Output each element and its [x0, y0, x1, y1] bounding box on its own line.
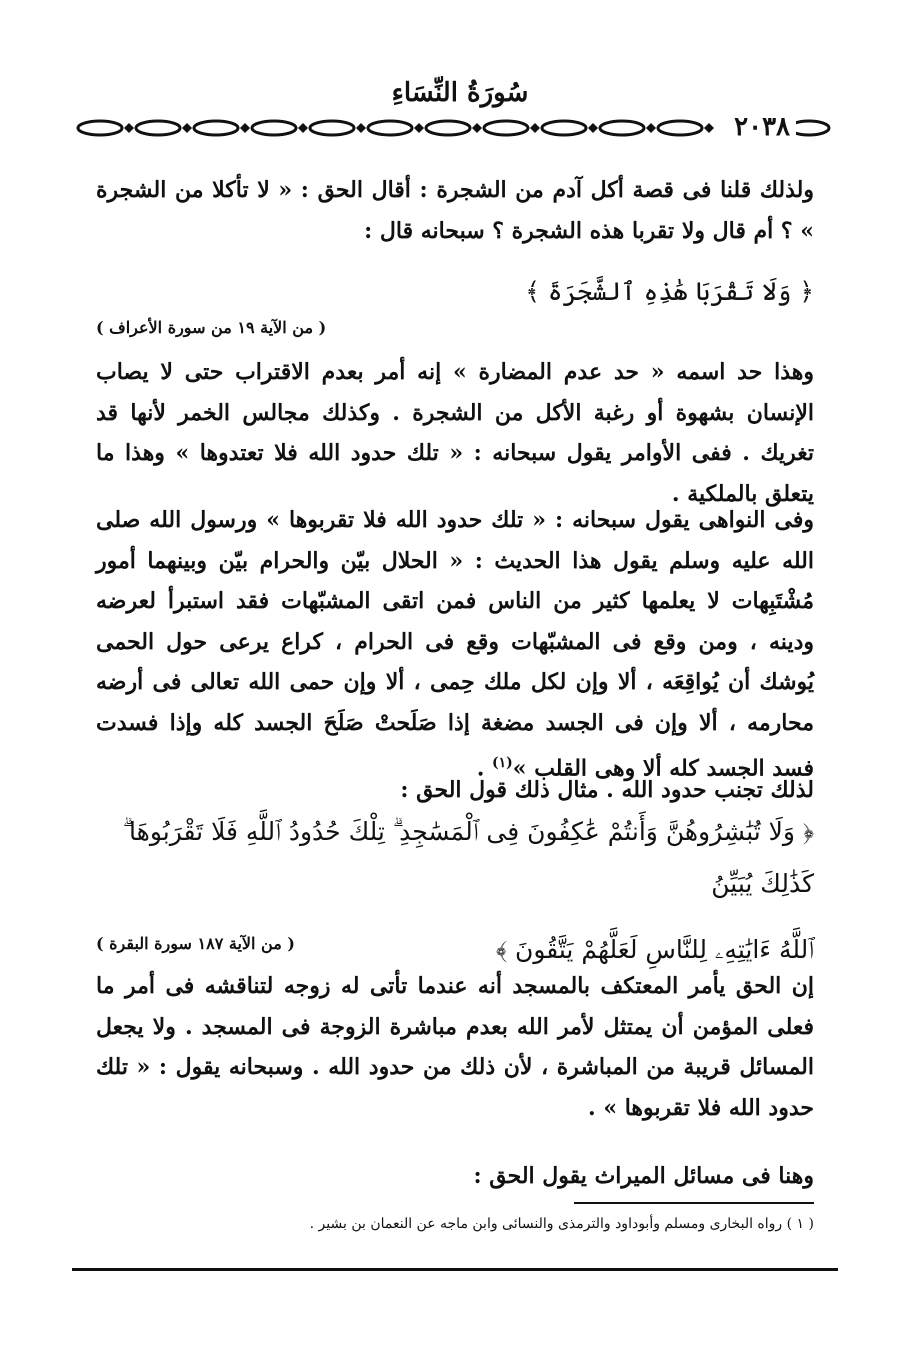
- quran-verse-1: [96, 266, 814, 318]
- reference-text: ( من الآية ١٨٧ سورة البقرة ): [96, 934, 295, 953]
- footnote-separator: [574, 1202, 814, 1204]
- reference-text: ( من الآية ١٩ من سورة الأعراف ): [96, 318, 327, 337]
- verse-line-1: ﴿ وَلَا تُبَٰشِرُوهُنَّ وَأَنتُمْ عَٰكِفُونَ فِى ٱلْمَسَٰجِدِ ۗ تِلْكَ حُدُودُ ٱللَّهِ فَلَا تَقْرَبُوهَا ۗ كَذَٰلِكَ يُبَيِّنُ: [122, 817, 814, 898]
- paragraph-text: [96, 500, 814, 789]
- verse-reference-2: [96, 934, 814, 953]
- page-number: ٢٠٣٨: [728, 112, 796, 142]
- paragraph-4: [96, 770, 814, 811]
- paragraph-text: ولذلك قلنا فى قصة أكل آدم من الشجرة : أقال الحق : « لا تأكلا من الشجرة » ؟ أم قال ولا تقربا هذه الشجرة ؟ سبحانه قال :: [96, 177, 814, 244]
- footnote-marker: (١): [492, 755, 513, 771]
- hadith-text: وفى النواهى يقول سبحانه : « تلك حدود الله فلا تقربوها » ورسول الله صلى الله عليه وسلم يقول هذا الحديث : « الحلال بيّن والحرام بيّن وبينهما أمور مُشْتَبِهات لا يعلمها كثير من الناس فمن اتقى المشبّهات فقد استبرأ لعرضه ودينه ، ومن وقع فى المشبّهات وقع فى الحرام ، كراع يرعى حول الحمى يُوشك أن يُواقِعَه ، ألا وإن لكل ملك حِمى ، ألا وإن حمى الله تعالى فى أرضه محارمه ، ألا وإن فى الجسد مضغة إذا صَلَحتْ صَلَحَ الجسد كله وإذا فسدت فسد الجسد كله ألا وهى القلب »: [96, 507, 814, 782]
- ornament-chain-icon: [74, 116, 834, 140]
- ornamental-header-band: [74, 112, 834, 142]
- bottom-rule: [72, 1268, 838, 1271]
- paragraph-text: وهنا فى مسائل الميراث يقول الحق :: [473, 1163, 814, 1189]
- paragraph-3: [96, 500, 814, 789]
- paragraph-2: [96, 352, 814, 514]
- footnote: ( ١ ) رواه البخارى ومسلم وأبوداود والترمذى والنسائى وابن ماجه عن النعمان بن بشير .: [309, 1216, 814, 1232]
- surah-title: سُورَةُ النِّسَاءِ: [391, 78, 529, 108]
- paragraph-6: [96, 1156, 814, 1197]
- verse-line-2: ٱللَّهُ ءَايَٰتِهِۦ لِلنَّاسِ لَعَلَّهُمْ يَتَّقُونَ ﴾: [495, 935, 814, 964]
- verse-text: ﴿ وَلَا تَقْرَبَا هَٰذِهِ ٱلشَّجَرَةَ ﴾: [525, 277, 814, 306]
- paragraph-1: [96, 170, 814, 251]
- paragraph-end: .: [476, 755, 493, 782]
- verse-reference-1: [96, 318, 814, 337]
- paragraph-text: إن الحق يأمر المعتكف بالمسجد أنه عندما تأتى له زوجه لتناقشه فى أمر ما فعلى المؤمن أن يمتثل لأمر الله بعدم مباشرة الزوجة فى المسجد . ولا يجعل المسائل قريبة من المباشرة ، لأن ذلك من حدود الله . وسبحانه يقول : « تلك حدود الله فلا تقربوها » .: [96, 973, 814, 1121]
- paragraph-text: لذلك تجنب حدود الله . مثال ذلك قول الحق :: [400, 777, 814, 803]
- paragraph-text: وهذا حد اسمه « حد عدم المضارة » إنه أمر بعدم الاقتراب حتى لا يصاب الإنسان بشهوة أو رغبة الأكل من الشجرة . وكذلك مجالس الخمر لأنها قد تغريك . ففى الأوامر يقول سبحانه : « تلك حدود الله فلا تعتدوها » وهذا ما يتعلق بالملكية .: [96, 359, 814, 507]
- paragraph-5: [96, 966, 814, 1128]
